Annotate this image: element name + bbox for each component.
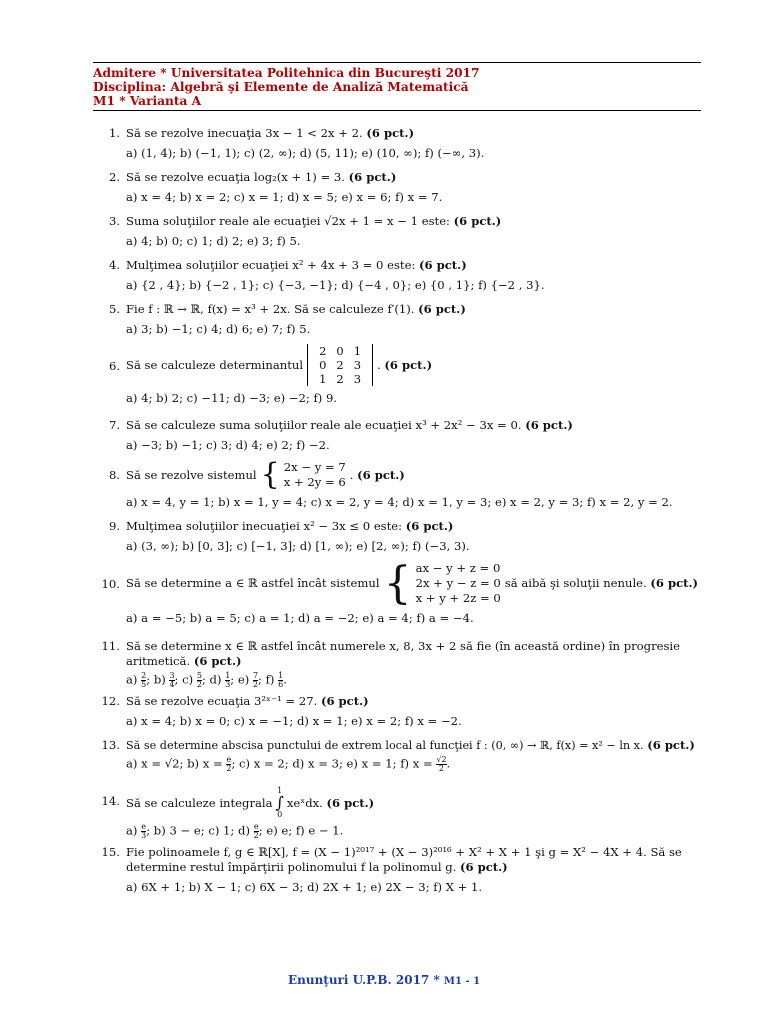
question-text: Să se calculeze integrala (126, 795, 273, 810)
answer-options: a) x = √2; b) x = $\frac{e}{2}$ ; c) x = 2; d) x = 3; e) x = 1; f) x = $\frac{√2}{2}$ . (126, 755, 451, 773)
answer-options: a) 3; b) −1; c) 4; d) 6; e) 7; f) 5. (126, 322, 311, 336)
question-3: 3. Suma soluţiilor reale ale ecuaţiei √2x + 1 = x − 1 este: (6 pct.) a) 4; b) 0; c) 1; d) 2; e) 3; f) 5. (100, 214, 706, 249)
question-15: 15. Fie polinoamele f, g ∈ ℝ[X], f = (X − 1)²⁰¹⁷ + (X − 3)²⁰¹⁶ + X² + X + 1 şi g = X² − 4X + 4. Să se determine restul împărţirii polinomului f la polinomul g. (6 pct.) a) 6X + 1; b) X − 1; c) 6X − 3; d) 2X + 1; e) 2X − 3; f) X + 1. (100, 845, 706, 895)
answer-options: a) x = 4, y = 1; b) x = 1, y = 4; c) x = 2, y = 4; d) x = 1, y = 3; e) x = 2, y = 3; f) x = 2, y = 2. (126, 495, 673, 509)
question-11: 11. Să se determine x ∈ ℝ astfel încât numerele x, 8, 3x + 2 să fie (în această ordine) în progresie aritmetică. (6 pct.) a) $\frac{2}{5}$ ; b) $\frac{3}{4}$ ; c) $\frac{5}{2}$ ; d) $\frac{1}{3}$ ; e) $\frac{7}{2}$ ; f) $\frac{1}{6}$ . (100, 639, 706, 689)
answer-options: a) x = 4; b) x = 2; c) x = 1; d) x = 5; e) x = 6; f) x = 7. (126, 190, 443, 204)
question-text: Fie polinoamele f, g ∈ ℝ[X], f = (X − 1)²⁰¹⁷ + (X − 3)²⁰¹⁶ + X² + X + 1 şi g = X² − 4X + 4. Să se determine restul împărţirii polinomului f la polinomul g. (126, 845, 682, 874)
question-5: 5. Fie f : ℝ → ℝ, f(x) = x³ + 2x. Să se calculeze f′(1). (6 pct.) a) 3; b) −1; c) 4; d) 6; e) 7; f) 5. (100, 302, 706, 337)
question-9: 9. Mulţimea soluţiilor inecuaţiei x² − 3x ≤ 0 este: (6 pct.) a) (3, ∞); b) [0, 3]; c) [−1, 3]; d) [1, ∞); e) [2, ∞); f) (−3, 3). (100, 519, 706, 554)
question-text: Mulţimea soluţiilor inecuaţiei x² − 3x ≤ 0 este: (126, 519, 403, 533)
answer-options: a) $\frac{e}{3}$ ; b) 3 − e; c) 1; d) $\frac{e}{2}$ ; e) e; f) e − 1. (126, 822, 344, 840)
question-text: Să se determine x ∈ ℝ astfel încât numerele x, 8, 3x + 2 să fie (în această ordine) în progresie aritmetică. (126, 639, 680, 668)
question-text: Fie f : ℝ → ℝ, f(x) = x³ + 2x. Să se calculeze f′(1). (126, 302, 415, 316)
answer-options: a) $\frac{2}{5}$ ; b) $\frac{3}{4}$ ; c) $\frac{5}{2}$ ; d) $\frac{1}{3}$ ; e) $\frac{7}{2}$ ; f) $\frac{1}{6}$ . (126, 671, 287, 689)
determinant-matrix: 2 0 1 0 2 3 1 2 3 (307, 344, 373, 386)
footer-page-code: M1 - 1 (443, 976, 481, 987)
integral-sign: 1 ∫ 0 (275, 786, 284, 819)
question-text: Să se calculeze determinantul (126, 357, 304, 372)
question-text: Mulţimea soluţiilor ecuaţiei x² + 4x + 3 = 0 este: (126, 258, 416, 272)
answer-options: a) 4; b) 2; c) −11; d) −3; e) −2; f) 9. (126, 391, 338, 405)
question-2: 2. Să se rezolve ecuaţia log₂(x + 1) = 3. (6 pct.) a) x = 4; b) x = 2; c) x = 1; d) x = 5; e) x = 6; f) x = 7. (100, 170, 706, 205)
footer-title: Enunţuri U.P.B. 2017 * (287, 973, 440, 987)
question-13: 13. Să se determine abscisa punctului de extrem local al funcţiei f : (0, ∞) → ℝ, f(x) = x² − ln x. (6 pct.) a) x = √2; b) x = $\frac{e}{2}$ ; c) x = 2; d) x = 3; e) x = 1; f) x = $\frac{√2}{2}$ . (100, 738, 706, 773)
question-7: 7. Să se calculeze suma soluţiilor reale ale ecuaţiei x³ + 2x² − 3x = 0. (6 pct.) a) −3; b) −1; c) 3; d) 4; e) 2; f) −2. (100, 418, 706, 453)
question-1: 1. Să se rezolve inecuaţia 3x − 1 < 2x + 2. (6 pct.) a) (1, 4); b) (−1, 1); c) (2, ∞); d) (5, 11); e) (10, ∞); f) (−∞, 3). (100, 126, 706, 161)
question-text: Să se determine a ∈ ℝ astfel încât sistemul (126, 576, 380, 590)
question-text: Suma soluţiilor reale ale ecuaţiei √2x + 1 = x − 1 este: (126, 214, 450, 228)
system-of-equations: { ax − y + z = 0 2x + y − z = 0 x + y + 2z = 0 (383, 557, 501, 609)
question-text: Să se rezolve ecuaţia 3²ˣ⁻¹ = 27. (126, 694, 318, 708)
question-text: Să se rezolve inecuaţia 3x − 1 < 2x + 2. (126, 126, 363, 140)
question-4: 4. Mulţimea soluţiilor ecuaţiei x² + 4x + 3 = 0 este: (6 pct.) a) {2 , 4}; b) {−2 , 1}; c) {−3, −1}; d) {−4 , 0}; e) {0 , 1}; f) {−2 , 3}. (100, 258, 706, 293)
answer-options: a) (3, ∞); b) [0, 3]; c) [−1, 3]; d) [1, ∞); e) [2, ∞); f) (−3, 3). (126, 539, 470, 553)
exam-header (93, 66, 480, 108)
question-6: 6. Să se calculeze determinantul 2 0 1 0 2 3 1 2 3 . (6 pct.) a) 4; b) 2; c) −11; d) −3; e) −2; f) 9. (100, 344, 706, 406)
question-text: Să se calculeze suma soluţiilor reale ale ecuaţiei x³ + 2x² − 3x = 0. (126, 418, 522, 432)
header-discipline: Disciplina: Algebră şi Elemente de Analiză Matematică (93, 80, 469, 94)
question-12: 12. Să se rezolve ecuaţia 3²ˣ⁻¹ = 27. (6 pct.) a) x = 4; b) x = 0; c) x = −1; d) x = 1; e) x = 2; f) x = −2. (100, 694, 706, 729)
question-10: 10. Să se determine a ∈ ℝ astfel încât sistemul { ax − y + z = 0 2x + y − z = 0 x + y + 2z = 0 să aibă şi soluţii nenule. (6 pct.) a) a = −5; b) a = 5; c) a = 1; d) a = −2; e) a = 4; f) a = −4. (100, 561, 706, 626)
system-of-equations: { 2x − y = 7 x + 2y = 6 (260, 457, 346, 492)
question-text: Să se rezolve ecuaţia log₂(x + 1) = 3. (126, 170, 345, 184)
question-text: Să se rezolve sistemul (126, 467, 257, 482)
page-footer (0, 973, 768, 987)
answer-options: a) (1, 4); b) (−1, 1); c) (2, ∞); d) (5, 11); e) (10, ∞); f) (−∞, 3). (126, 146, 485, 160)
header-rule (93, 110, 701, 111)
answer-options: a) {2 , 4}; b) {−2 , 1}; c) {−3, −1}; d) {−4 , 0}; e) {0 , 1}; f) {−2 , 3}. (126, 278, 545, 292)
answer-options: a) a = −5; b) a = 5; c) a = 1; d) a = −2; e) a = 4; f) a = −4. (126, 611, 474, 625)
question-14: 14. Să se calculeze integrala 1 ∫ 0 xeˣdx. (6 pct.) a) $\frac{e}{3}$ ; b) 3 − e; c) 1; d) $\frac{e}{2}$ ; e) e; f) e − 1. (100, 786, 706, 840)
answer-options: a) 4; b) 0; c) 1; d) 2; e) 3; f) 5. (126, 234, 301, 248)
top-rule (93, 62, 701, 63)
answer-options: a) 6X + 1; b) X − 1; c) 6X − 3; d) 2X + 1; e) 2X − 3; f) X + 1. (126, 880, 483, 894)
question-8: 8. Să se rezolve sistemul { 2x − y = 7 x + 2y = 6 . (6 pct.) a) x = 4, y = 1; b) x = 1, y = 4; c) x = 2, y = 4; d) x = 1, y = 3; e) x = 2, y = 3; f) x = 2, y = 2. (100, 460, 706, 510)
answer-options: a) x = 4; b) x = 0; c) x = −1; d) x = 1; e) x = 2; f) x = −2. (126, 714, 462, 728)
header-variant: M1 * Varianta A (93, 94, 202, 108)
question-text: Să se determine abscisa punctului de extrem local al funcţiei f : (0, ∞) → ℝ, f(x) = x² − ln x. (126, 739, 644, 752)
header-title: Admitere * Universitatea Politehnica din Bucureşti 2017 (93, 66, 480, 80)
answer-options: a) −3; b) −1; c) 3; d) 4; e) 2; f) −2. (126, 438, 330, 452)
